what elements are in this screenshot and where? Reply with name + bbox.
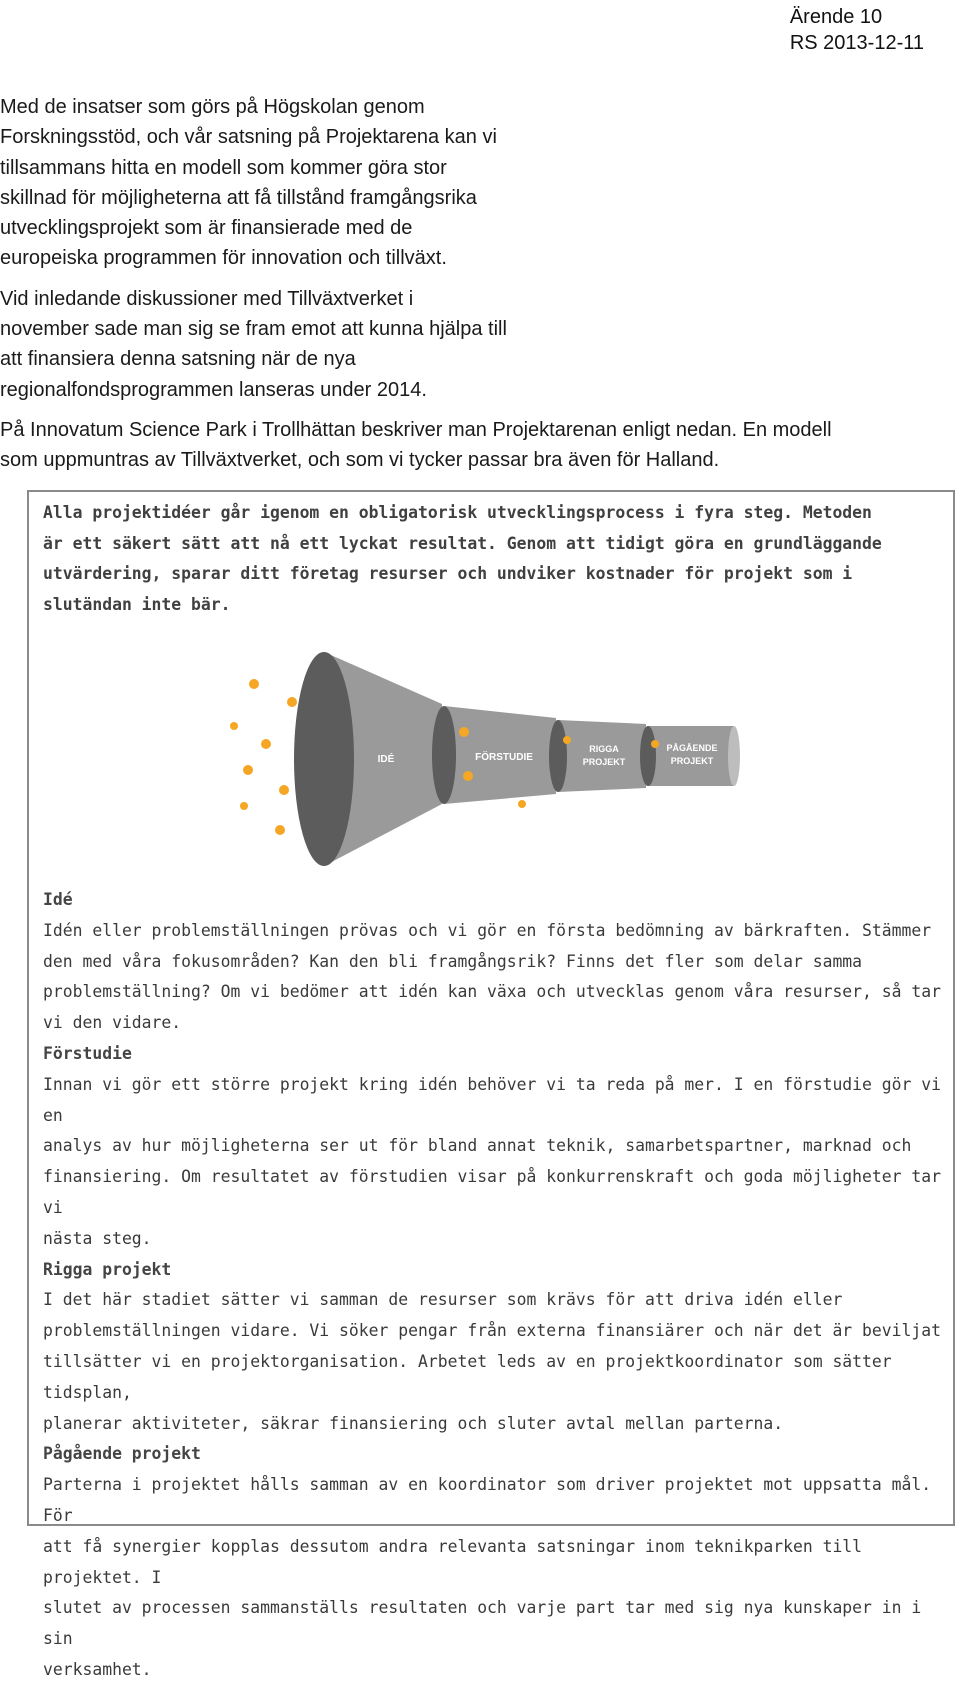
funnel-stage-1 bbox=[294, 652, 442, 866]
meeting-date: RS 2013-12-11 bbox=[789, 32, 924, 54]
process-steps bbox=[43, 885, 943, 1686]
stage-label-pagaende: PÅGÅENDE bbox=[666, 743, 718, 753]
idea-dot bbox=[518, 800, 526, 808]
idea-dot bbox=[287, 697, 297, 707]
idea-dots bbox=[230, 679, 297, 835]
step-text-forstudie: Innan vi gör ett större projekt kring idén behöver vi ta reda på mer. I en förstudie gör vi en analys av hur möjligheterna ser ut för bland annat teknik, samarbetspartner, marknad och finansiering. Om resultatet av förstudien visar på konkurrenskraft och goda möjligheter tar vi nästa steg. bbox=[43, 1074, 941, 1248]
document-header bbox=[790, 4, 924, 56]
funnel-stage-2 bbox=[432, 706, 556, 808]
idea-dot bbox=[463, 771, 473, 781]
idea-dot bbox=[249, 679, 259, 689]
intro-paragraph-2: Vid inledande diskussioner med Tillväxtverket i november sade man sig se fram emot att kunna hjälpa till att finansiera denna satsning när de nya regionalfondsprogrammen lanseras under 2014. bbox=[0, 287, 507, 401]
funnel-stage-4 bbox=[640, 726, 740, 786]
process-funnel-diagram bbox=[204, 644, 764, 874]
intro-text bbox=[0, 92, 940, 476]
stage-label-forstudie: FÖRSTUDIE bbox=[475, 752, 533, 763]
case-number: Ärende 10 bbox=[789, 6, 883, 28]
idea-dot bbox=[459, 727, 469, 737]
intro-paragraph-1: Med de insatser som görs på Högskolan genom Forskningsstöd, och vår satsning på Projektarena kan vi tillsammans hitta en modell som kommer göra stor skillnad för möjligheterna att få tillstånd framgångsrika utvecklingsprojekt som är finansierade med de europeiska programmen för innovation och tillväxt. bbox=[0, 96, 497, 270]
step-text-ide: Idén eller problemställningen prövas och vi gör en första bedömning av bärkraften. Stämmer den med våra fokusområden? Kan den bli framgångsrik? Finns det fler som delar samma problemställning? Om vi bedömer att idén kan växa och utvecklas genom våra resurser, så tar vi den vidare. bbox=[43, 920, 941, 1033]
step-heading-forstudie: Förstudie bbox=[43, 1043, 132, 1063]
idea-dot bbox=[261, 739, 271, 749]
step-heading-pagaende-projekt: Pågående projekt bbox=[43, 1444, 201, 1464]
step-heading-ide: Idé bbox=[43, 890, 73, 909]
projektarena-box bbox=[27, 490, 955, 1679]
stage-label-ide: IDÉ bbox=[377, 754, 395, 765]
step-heading-rigga-projekt: Rigga projekt bbox=[43, 1259, 172, 1279]
idea-dot bbox=[279, 785, 289, 795]
idea-dot bbox=[651, 740, 659, 748]
idea-dot bbox=[240, 802, 248, 810]
idea-dot bbox=[275, 825, 285, 835]
idea-dot bbox=[230, 722, 238, 730]
process-lead-text: Alla projektidéer går igenom en obligatorisk utvecklingsprocess i fyra steg. Metoden är ett säkert sätt att nå ett lyckat resultat. Genom att tidigt göra en grundläggande utvärdering, sparar ditt företag resurser och undviker kostnader för projekt som i slutändan inte bär. bbox=[43, 503, 882, 615]
stage-label-projekt-2: PROJEKT bbox=[670, 756, 714, 766]
idea-dot bbox=[563, 736, 571, 744]
idea-dot bbox=[243, 765, 253, 775]
funnel-stage-3 bbox=[549, 720, 646, 792]
stage-label-rigga: RIGGA bbox=[589, 744, 619, 754]
stage-label-projekt: PROJEKT bbox=[582, 757, 626, 767]
intro-paragraph-3: På Innovatum Science Park i Trollhättan beskriver man Projektarenan enligt nedan. En modell som uppmuntras av Tillväxtverket, och som vi tycker passar bra även för Halland. bbox=[0, 418, 832, 472]
step-text-rigga-projekt: I det här stadiet sätter vi samman de resurser som krävs för att driva idén eller problemställningen vidare. Vi söker pengar från externa finansiärer och när det är beviljat tillsätter vi en projektorganisation. Arbetet leds av en projektkoordinator som sätter tidsplan, planerar aktiviteter, säkrar finansiering och sluter avtal mellan parterna. bbox=[43, 1290, 941, 1433]
step-text-pagaende-projekt: Parterna i projektet hålls samman av en koordinator som driver projektet mot uppsatta mål. För att få synergier kopplas dessutom andra relevanta satsningar inom teknikparken till projektet. I slutet av processen sammanställs resultaten och varje part tar med sig nya kunskaper in i sin verksamhet. bbox=[43, 1475, 932, 1679]
